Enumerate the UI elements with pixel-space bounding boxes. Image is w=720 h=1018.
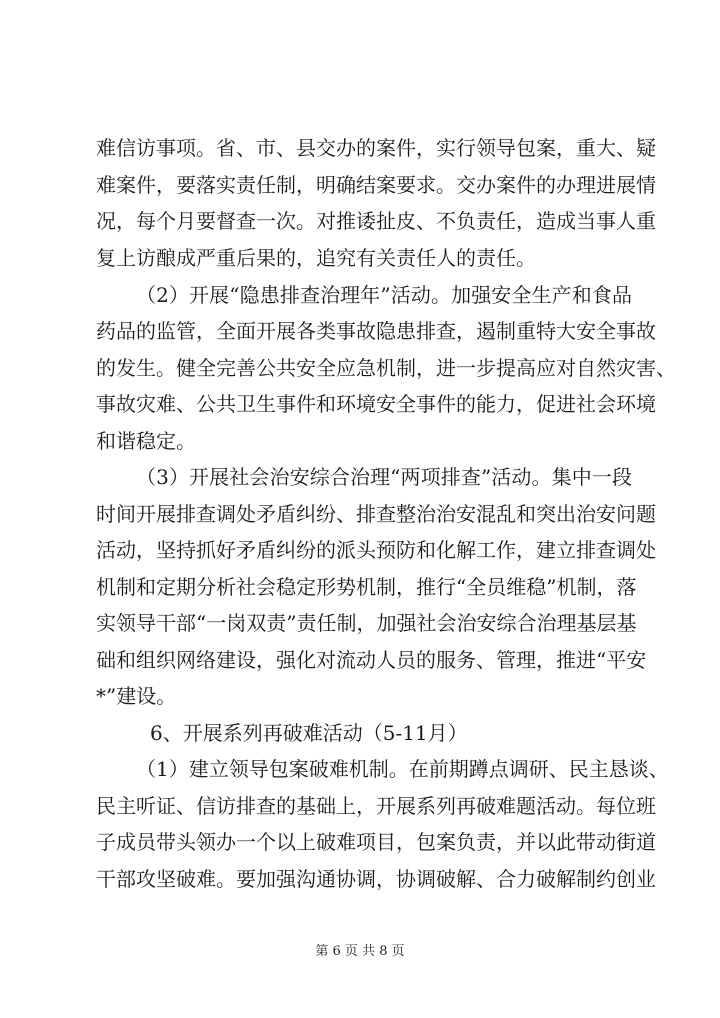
text-line: 础和组织网络建设，强化对流动人员的服务、管理，推进“平安 bbox=[96, 648, 647, 672]
text-line: 子成员带头领办一个以上破难项目，包案负责，并以此带动街道 bbox=[96, 830, 656, 854]
text-line: 机制和定期分析社会稳定形势机制，推行“全员维稳”机制，落 bbox=[96, 575, 637, 599]
text-line: 和谐稳定。 bbox=[96, 429, 196, 453]
paragraph-heading-line: （3）开展社会治安综合治理“两项排查”活动。集中一段 bbox=[136, 465, 632, 489]
text-line: 干部攻坚破难。要加强沟通协调，协调破解、合力破解制约创业 bbox=[96, 867, 656, 891]
paragraph-heading-line: （2）开展“隐患排查治理年”活动。加强安全生产和食品 bbox=[136, 283, 632, 307]
text-line: 民主听证、信访排查的基础上，开展系列再破难题活动。每位班 bbox=[96, 794, 656, 818]
text-line: *”建设。 bbox=[96, 684, 177, 708]
section-heading: 6、开展系列再破难活动（5-11月） bbox=[150, 721, 468, 745]
text-line: 难信访事项。省、市、县交办的案件，实行领导包案，重大、疑 bbox=[96, 136, 656, 160]
page-number-footer: 第 6 页 共 8 页 bbox=[315, 944, 405, 959]
text-line: 实领导干部“一岗双责”责任制，加强社会治安综合治理基层基 bbox=[96, 611, 637, 635]
text-line: 事故灾难、公共卫生事件和环境安全事件的能力，促进社会环境 bbox=[96, 392, 656, 416]
text-line: 况，每个月要督查一次。对推诿扯皮、不负责任，造成当事人重 bbox=[96, 209, 656, 233]
text-line: 复上访酿成严重后果的，追究有关责任人的责任。 bbox=[96, 246, 536, 270]
text-line: 活动，坚持抓好矛盾纠纷的派头预防和化解工作，建立排查调处 bbox=[96, 538, 656, 562]
text-line: 的发生。健全完善公共安全应急机制，进一步提高应对自然灾害、 bbox=[96, 356, 676, 380]
text-line: 药品的监管，全面开展各类事故隐患排查，遏制重特大安全事故 bbox=[96, 319, 656, 343]
text-line: 难案件，要落实责任制，明确结案要求。交办案件的办理进展情 bbox=[96, 173, 656, 197]
paragraph-heading-line: （1）建立领导包案破难机制。在前期蹲点调研、民主恳谈、 bbox=[136, 757, 669, 781]
text-line: 时间开展排查调处矛盾纠纷、排查整治治安混乱和突出治安问题 bbox=[96, 502, 656, 526]
